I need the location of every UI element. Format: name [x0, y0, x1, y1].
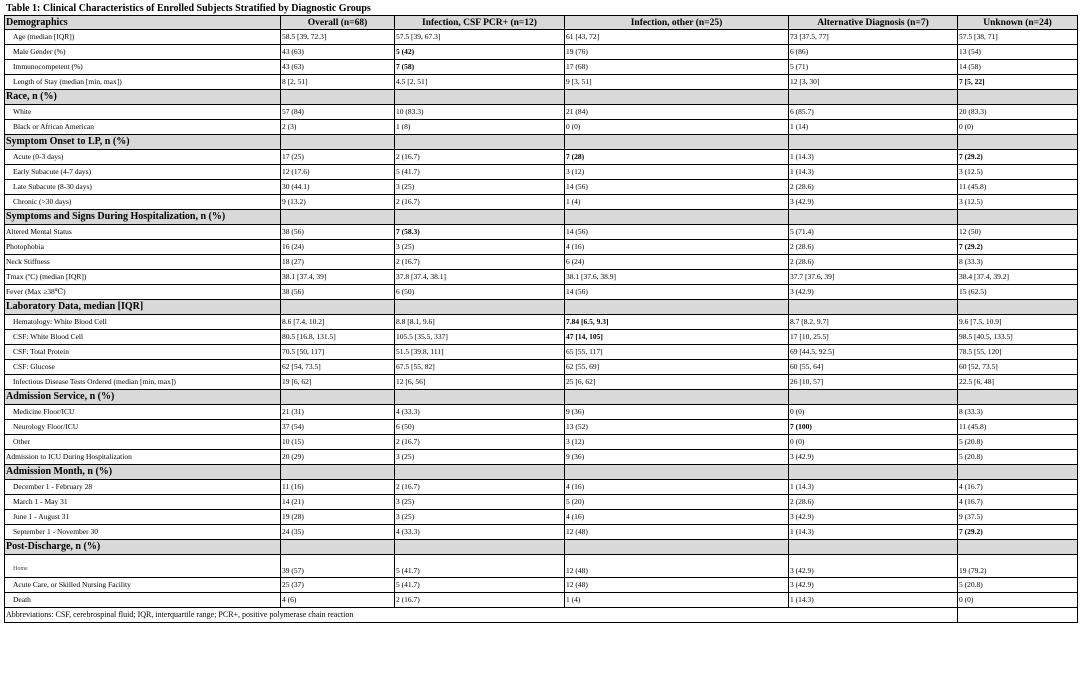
- table-cell: 5 (41.7): [395, 165, 565, 180]
- table-cell: 3 (12.5): [958, 165, 1078, 180]
- table-cell: 20 (29): [281, 450, 395, 465]
- table-cell: 2 (3): [281, 120, 395, 135]
- table-cell: 3 (25): [395, 180, 565, 195]
- row-label: Admission to ICU During Hospitalization: [5, 450, 281, 465]
- table-row: [5, 180, 1078, 195]
- section-header-cell: [395, 540, 565, 555]
- table-row: [5, 150, 1078, 165]
- table-cell: 57.5 [38, 71]: [958, 30, 1078, 45]
- table-cell: 5 (41.7): [395, 578, 565, 593]
- row-label: Age (median [IQR]): [5, 30, 281, 45]
- table-row: [5, 450, 1078, 465]
- table-cell: 9.6 [7.5, 10.9]: [958, 315, 1078, 330]
- table-cell: 6 (86): [789, 45, 958, 60]
- table-cell: 3 (42.9): [789, 510, 958, 525]
- section-header-cell: [281, 465, 395, 480]
- table-row: [5, 578, 1078, 593]
- table-cell: 7 (100): [789, 420, 958, 435]
- table-cell: 61 [43, 72]: [565, 30, 789, 45]
- table-row: [5, 525, 1078, 540]
- row-label: Altered Mental Status: [5, 225, 281, 240]
- section-header-cell: [565, 300, 789, 315]
- table-cell: 37 (54): [281, 420, 395, 435]
- table-cell: 58.5 [39, 72.3]: [281, 30, 395, 45]
- footer-blank-cell: [565, 608, 789, 623]
- row-label: Male Gender (%): [5, 45, 281, 60]
- table-row: [5, 420, 1078, 435]
- table-body: [5, 16, 1078, 623]
- column-header: Overall (n=68): [281, 16, 395, 30]
- footer-row: [5, 608, 1078, 623]
- section-header-cell: [958, 465, 1078, 480]
- table-cell: 8.6 [7.4, 10.2]: [281, 315, 395, 330]
- table-cell: 3 (25): [395, 510, 565, 525]
- table-cell: 19 (28): [281, 510, 395, 525]
- section-header-cell: [958, 135, 1078, 150]
- section-header-row: [5, 465, 1078, 480]
- table-cell: 9 [3, 51]: [565, 75, 789, 90]
- table-cell: 6 (50): [395, 285, 565, 300]
- table-cell: 1 (14.3): [789, 150, 958, 165]
- table-cell: 7.84 [6.5, 9.3]: [565, 315, 789, 330]
- table-cell: 16 (24): [281, 240, 395, 255]
- table-row: [5, 435, 1078, 450]
- table-cell: 12 [6, 56]: [395, 375, 565, 390]
- table-cell: 38 (56): [281, 285, 395, 300]
- table-cell: 69 [44.5, 92.5]: [789, 345, 958, 360]
- table-cell: 43 (63): [281, 45, 395, 60]
- table-cell: 11 (16): [281, 480, 395, 495]
- table-cell: 7 (29.2): [958, 240, 1078, 255]
- section-header-cell: [565, 210, 789, 225]
- table-cell: 12 [3, 30]: [789, 75, 958, 90]
- row-label: [5, 285, 281, 300]
- section-title: Laboratory Data, median [IQR]: [5, 300, 281, 315]
- section-header-cell: [789, 390, 958, 405]
- row-label: CSF: Total Protein: [5, 345, 281, 360]
- table-document: [4, 0, 1078, 623]
- table-cell: 7 (29.2): [958, 525, 1078, 540]
- table-cell: 38.1 [37.6, 38.9]: [565, 270, 789, 285]
- table-cell: 15 (62.5): [958, 285, 1078, 300]
- table-cell: 3 (25): [395, 240, 565, 255]
- section-header-cell: [281, 390, 395, 405]
- table-cell: 9 (13.2): [281, 195, 395, 210]
- table-cell: 3 (42.9): [789, 450, 958, 465]
- column-header: Alternative Diagnosis (n=7): [789, 16, 958, 30]
- table-cell: 39 (57): [281, 555, 395, 578]
- table-row: [5, 195, 1078, 210]
- table-cell: 17 (68): [565, 60, 789, 75]
- section-header-row: [5, 540, 1078, 555]
- table-cell: 21 (84): [565, 105, 789, 120]
- section-header-cell: [565, 540, 789, 555]
- table-cell: 3 (12): [565, 435, 789, 450]
- table-cell: 0 (0): [958, 120, 1078, 135]
- table-cell: 12 (50): [958, 225, 1078, 240]
- table-cell: 3 (42.9): [789, 578, 958, 593]
- table-row: [5, 555, 1078, 578]
- table-cell: 30 (44.1): [281, 180, 395, 195]
- table-row: [5, 75, 1078, 90]
- table-row: [5, 510, 1078, 525]
- table-cell: 10 (83.3): [395, 105, 565, 120]
- table-cell: 7 (58.3): [395, 225, 565, 240]
- table-cell: 38.4 [37.4, 39.2]: [958, 270, 1078, 285]
- table-row: [5, 360, 1078, 375]
- section-header-cell: [789, 90, 958, 105]
- section-header-cell: [565, 390, 789, 405]
- table-cell: 38.1 [37.4, 39]: [281, 270, 395, 285]
- column-header: Infection, CSF PCR+ (n=12): [395, 16, 565, 30]
- table-cell: 1 (4): [565, 195, 789, 210]
- table-cell: 67.5 [55, 82]: [395, 360, 565, 375]
- table-row: [5, 240, 1078, 255]
- table-cell: 0 (0): [789, 405, 958, 420]
- section-header-cell: [958, 90, 1078, 105]
- table-cell: 3 (42.9): [789, 285, 958, 300]
- row-label: White: [5, 105, 281, 120]
- table-cell: 4 (16): [565, 240, 789, 255]
- section-header-cell: [789, 135, 958, 150]
- section-title: Symptoms and Signs During Hospitalization, n (%): [5, 210, 281, 225]
- table-cell: 12 (48): [565, 555, 789, 578]
- section-header-cell: [789, 465, 958, 480]
- row-label: September 1 - November 30: [5, 525, 281, 540]
- section-header-cell: [281, 135, 395, 150]
- table-cell: 11 (45.8): [958, 180, 1078, 195]
- table-cell: 5 (20.8): [958, 578, 1078, 593]
- table-row: [5, 315, 1078, 330]
- table-cell: 1 (14.3): [789, 480, 958, 495]
- row-label: Early Subacute (4-7 days): [5, 165, 281, 180]
- table-cell: 8.7 [8.2, 9.7]: [789, 315, 958, 330]
- table-cell: 7 (58): [395, 60, 565, 75]
- table-cell: 12 (17.6): [281, 165, 395, 180]
- table-cell: 3 (25): [395, 495, 565, 510]
- section-header-row: [5, 135, 1078, 150]
- row-label: Black or African American: [5, 120, 281, 135]
- table-cell: 70.5 [50, 117]: [281, 345, 395, 360]
- section-title: Admission Month, n (%): [5, 465, 281, 480]
- footer-blank-cell: [789, 608, 958, 623]
- row-label: Late Subacute (8-30 days): [5, 180, 281, 195]
- table-cell: 2 (16.7): [395, 255, 565, 270]
- table-cell: 14 (56): [565, 225, 789, 240]
- table-cell: 0 (0): [565, 120, 789, 135]
- table-cell: 14 (56): [565, 180, 789, 195]
- table-cell: 1 (14.3): [789, 525, 958, 540]
- table-row: [5, 405, 1078, 420]
- section-title: Demographics: [5, 16, 281, 30]
- footer-blank-cell: [958, 608, 1078, 623]
- table-cell: 2 (16.7): [395, 195, 565, 210]
- row-label: Tmax (ºC) (median [IQR]): [5, 270, 281, 285]
- table-row: [5, 375, 1078, 390]
- table-cell: 1 (14.3): [789, 593, 958, 608]
- table-cell: 24 (35): [281, 525, 395, 540]
- table-cell: 10 (15): [281, 435, 395, 450]
- table-cell: 3 (12.5): [958, 195, 1078, 210]
- section-header-cell: [565, 465, 789, 480]
- section-header-cell: [281, 300, 395, 315]
- table-cell: 5 (20.8): [958, 435, 1078, 450]
- table-cell: 1 (8): [395, 120, 565, 135]
- abbreviations-footnote: Abbreviations: CSF, cerebrospinal fluid; IQR, interquartile range; PCR+, positive polymerase chain reaction: [5, 608, 565, 623]
- section-title: Admission Service, n (%): [5, 390, 281, 405]
- section-title: Race, n (%): [5, 90, 281, 105]
- section-title: Symptom Onset to LP, n (%): [5, 135, 281, 150]
- column-header: Infection, other (n=25): [565, 16, 789, 30]
- table-cell: 17 (25): [281, 150, 395, 165]
- table-cell: 2 (16.7): [395, 593, 565, 608]
- table-cell: 12 (48): [565, 525, 789, 540]
- table-cell: 25 (37): [281, 578, 395, 593]
- table-row: [5, 480, 1078, 495]
- table-cell: 9 (36): [565, 405, 789, 420]
- table-cell: 19 (76): [565, 45, 789, 60]
- section-header-cell: [565, 135, 789, 150]
- table-cell: 13 (52): [565, 420, 789, 435]
- row-label: Chronic (>30 days): [5, 195, 281, 210]
- section-header-row: [5, 300, 1078, 315]
- table-cell: 14 (56): [565, 285, 789, 300]
- table-cell: 18 (27): [281, 255, 395, 270]
- table-cell: 8 [2, 51]: [281, 75, 395, 90]
- table-row: [5, 165, 1078, 180]
- table-row: [5, 345, 1078, 360]
- section-header-cell: [958, 390, 1078, 405]
- row-label: Other: [5, 435, 281, 450]
- table-row: [5, 330, 1078, 345]
- row-label: CSF: Glucose: [5, 360, 281, 375]
- table-cell: 5 (71): [789, 60, 958, 75]
- table-row: [5, 120, 1078, 135]
- section-header-row: [5, 90, 1078, 105]
- table-row: [5, 285, 1078, 300]
- table-cell: 7 [5, 22]: [958, 75, 1078, 90]
- table-cell: 7 (28): [565, 150, 789, 165]
- row-label-text: Home: [13, 566, 28, 572]
- section-header-cell: [789, 300, 958, 315]
- table-cell: 60 [52, 73.5]: [958, 360, 1078, 375]
- table-cell: 57 (84): [281, 105, 395, 120]
- table-cell: 5 (42): [395, 45, 565, 60]
- table-cell: 1 (4): [565, 593, 789, 608]
- table-cell: 14 (58): [958, 60, 1078, 75]
- table-cell: 19 (79.2): [958, 555, 1078, 578]
- table-cell: 47 [14, 105]: [565, 330, 789, 345]
- table-cell: 19 [6, 62]: [281, 375, 395, 390]
- row-label: Acute (0-3 days): [5, 150, 281, 165]
- table-cell: 62 [55, 69]: [565, 360, 789, 375]
- table-cell: 4 (6): [281, 593, 395, 608]
- table-cell: 65 [55, 117]: [565, 345, 789, 360]
- table-cell: 37.7 [37.6, 39]: [789, 270, 958, 285]
- row-label: December 1 - February 28: [5, 480, 281, 495]
- table-cell: 9 (36): [565, 450, 789, 465]
- section-header-cell: [958, 540, 1078, 555]
- table-cell: 78.5 [55, 120]: [958, 345, 1078, 360]
- table-cell: 12 (48): [565, 578, 789, 593]
- section-header-cell: [395, 390, 565, 405]
- table-cell: 4 (16): [565, 510, 789, 525]
- table-row: [5, 30, 1078, 45]
- table-cell: 5 (41.7): [395, 555, 565, 578]
- table-row: [5, 45, 1078, 60]
- row-label: Acute Care, or Skilled Nursing Facility: [5, 578, 281, 593]
- table-cell: 73 [37.5, 77]: [789, 30, 958, 45]
- table-row: [5, 255, 1078, 270]
- column-header: Unknown (n=24): [958, 16, 1078, 30]
- table-cell: 2 (28.6): [789, 240, 958, 255]
- table-cell: 17 [10, 25.5]: [789, 330, 958, 345]
- table-cell: 6 (85.7): [789, 105, 958, 120]
- table-cell: 3 (42.9): [789, 195, 958, 210]
- table-cell: 20 (83.3): [958, 105, 1078, 120]
- section-header-cell: [281, 90, 395, 105]
- table-cell: 0 (0): [789, 435, 958, 450]
- table-cell: 14 (21): [281, 495, 395, 510]
- table-cell: 3 (12): [565, 165, 789, 180]
- table-cell: 4 (33.3): [395, 525, 565, 540]
- row-label: June 1 - August 31: [5, 510, 281, 525]
- table-cell: 4 (16.7): [958, 480, 1078, 495]
- row-label: [5, 555, 281, 578]
- table-row: [5, 105, 1078, 120]
- section-header-cell: [789, 210, 958, 225]
- table-cell: 98.5 [40.5, 133.5]: [958, 330, 1078, 345]
- table-cell: 2 (16.7): [395, 435, 565, 450]
- table-row: [5, 225, 1078, 240]
- section-header-cell: [958, 210, 1078, 225]
- table-cell: 8 (33.3): [958, 405, 1078, 420]
- table-cell: 13 (54): [958, 45, 1078, 60]
- row-label: March 1 - May 31: [5, 495, 281, 510]
- row-label: Length of Stay (median [min, max]): [5, 75, 281, 90]
- row-label: Medicine Floor/ICU: [5, 405, 281, 420]
- row-label: Immunocompetent (%): [5, 60, 281, 75]
- table-cell: 4.5 [2, 51]: [395, 75, 565, 90]
- clinical-characteristics-table: [4, 15, 1078, 623]
- table-cell: 26 [10, 57]: [789, 375, 958, 390]
- table-cell: 4 (16): [565, 480, 789, 495]
- table-cell: 6 (24): [565, 255, 789, 270]
- table-cell: 0 (0): [958, 593, 1078, 608]
- table-cell: 4 (33.3): [395, 405, 565, 420]
- table-cell: 7 (29.2): [958, 150, 1078, 165]
- section-header-row: [5, 390, 1078, 405]
- table-cell: 25 [6, 62]: [565, 375, 789, 390]
- table-cell: 2 (28.6): [789, 495, 958, 510]
- table-cell: 8.8 [8.1, 9.6]: [395, 315, 565, 330]
- table-cell: 9 (37.5): [958, 510, 1078, 525]
- table-cell: 5 (20): [565, 495, 789, 510]
- section-header-cell: [395, 135, 565, 150]
- table-cell: 21 (31): [281, 405, 395, 420]
- section-header-cell: [395, 300, 565, 315]
- table-cell: 2 (28.6): [789, 180, 958, 195]
- section-title: Post-Discharge, n (%): [5, 540, 281, 555]
- table-cell: 2 (16.7): [395, 480, 565, 495]
- table-cell: 43 (63): [281, 60, 395, 75]
- section-header-row: [5, 210, 1078, 225]
- section-header-cell: [395, 90, 565, 105]
- table-cell: 8 (33.3): [958, 255, 1078, 270]
- section-header-cell: [958, 300, 1078, 315]
- table-cell: 37.8 [37.4, 38.1]: [395, 270, 565, 285]
- table-title: Table 1: Clinical Characteristics of Enrolled Subjects Stratified by Diagnostic Groups: [6, 3, 371, 14]
- row-label: Neurology Floor/ICU: [5, 420, 281, 435]
- row-label: Hematology: White Blood Cell: [5, 315, 281, 330]
- table-row: [5, 270, 1078, 285]
- table-cell: 11 (45.8): [958, 420, 1078, 435]
- table-cell: 2 (16.7): [395, 150, 565, 165]
- table-cell: 22.5 [6, 48]: [958, 375, 1078, 390]
- table-cell: 57.5 [39, 67.3]: [395, 30, 565, 45]
- row-label: Death: [5, 593, 281, 608]
- table-cell: 62 [54, 73.5]: [281, 360, 395, 375]
- table-cell: 3 (42.9): [789, 555, 958, 578]
- table-cell: 38 (56): [281, 225, 395, 240]
- section-header-cell: [395, 465, 565, 480]
- section-header-cell: [395, 210, 565, 225]
- table-cell: 2 (28.6): [789, 255, 958, 270]
- row-label: CSF: White Blood Cell: [5, 330, 281, 345]
- table-row: [5, 495, 1078, 510]
- table-cell: 1 (14): [789, 120, 958, 135]
- table-cell: 60 [55, 64]: [789, 360, 958, 375]
- table-row: [5, 593, 1078, 608]
- section-header-cell: [281, 540, 395, 555]
- table-cell: 4 (16.7): [958, 495, 1078, 510]
- section-header-cell: [789, 540, 958, 555]
- table-row: [5, 60, 1078, 75]
- table-cell: 6 (50): [395, 420, 565, 435]
- row-label: Infectious Disease Tests Ordered (median [min, max]): [5, 375, 281, 390]
- section-header-cell: [281, 210, 395, 225]
- table-cell: 3 (25): [395, 450, 565, 465]
- row-label-text: Fever (Max ≥38℃): [6, 287, 66, 296]
- table-cell: 1 (14.3): [789, 165, 958, 180]
- table-cell: 105.5 [35.5, 337]: [395, 330, 565, 345]
- row-label: Neck Stiffness: [5, 255, 281, 270]
- section-header-row: [5, 16, 1078, 30]
- table-cell: 5 (20.8): [958, 450, 1078, 465]
- table-cell: 80.5 [16.8, 131.5]: [281, 330, 395, 345]
- section-header-cell: [565, 90, 789, 105]
- row-label: Photophobia: [5, 240, 281, 255]
- table-cell: 51.5 [39.8, 111]: [395, 345, 565, 360]
- table-cell: 5 (71.4): [789, 225, 958, 240]
